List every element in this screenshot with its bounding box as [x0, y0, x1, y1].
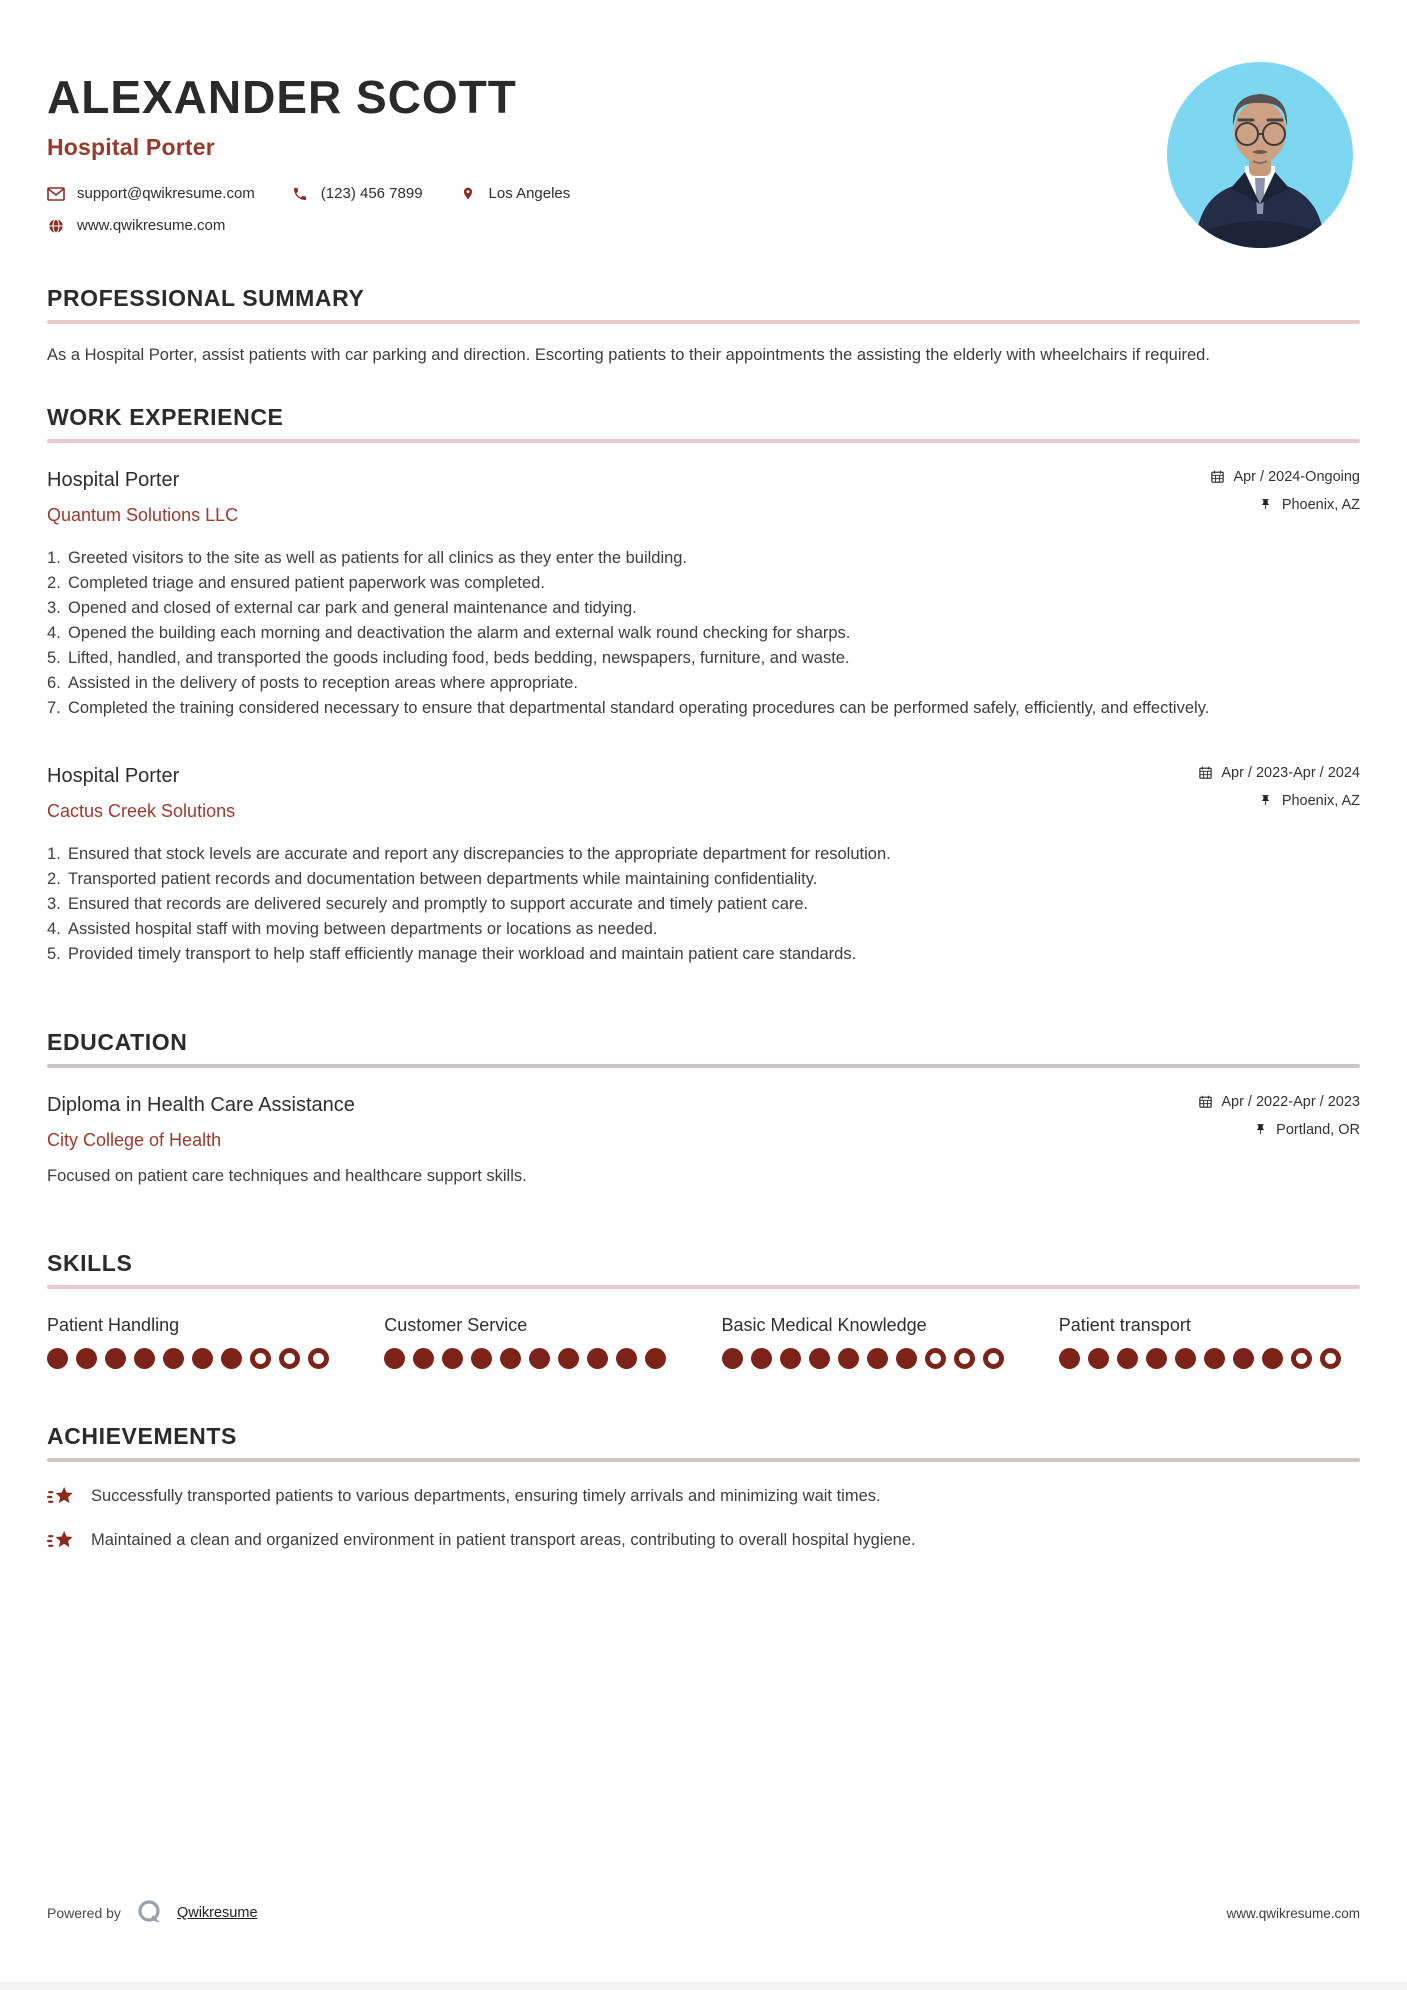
skill-item — [1059, 1315, 1360, 1369]
skill-dot-empty — [279, 1348, 300, 1369]
website-contact[interactable] — [47, 217, 225, 235]
avatar-illustration — [1167, 62, 1353, 248]
skill-dot-filled — [1233, 1348, 1254, 1369]
skill-item — [384, 1315, 685, 1369]
education-description: Focused on patient care techniques and healthcare support skills. — [47, 1166, 527, 1185]
avatar — [1167, 62, 1353, 248]
job-location-row — [1197, 793, 1360, 809]
skill-dot-filled — [587, 1348, 608, 1369]
footer-branding — [47, 1898, 258, 1928]
skill-rating-dots — [1059, 1348, 1360, 1369]
duty-item: Assisted hospital staff with moving between departments or locations as needed. — [68, 919, 658, 938]
skill-dot-filled — [384, 1348, 405, 1369]
website-text: www.qwikresume.com — [77, 217, 226, 235]
duty-item: Provided timely transport to help staff efficiently manage their workload and maintain patient care standards. — [68, 944, 857, 963]
skill-dot-filled — [780, 1348, 801, 1369]
skill-dot-filled — [134, 1348, 155, 1369]
skill-dot-filled — [442, 1348, 463, 1369]
education-meta — [1197, 1094, 1360, 1138]
powered-by-label: Powered by — [47, 1905, 121, 1921]
skills-grid — [47, 1315, 1360, 1369]
duty-item: Ensured that records are delivered securely and promptly to support accurate and timely patient care. — [68, 894, 809, 913]
phone-text: (123) 456 7899 — [320, 185, 423, 203]
skill-dot-filled — [558, 1348, 579, 1369]
achievement-item — [47, 1528, 1360, 1554]
skill-dot-filled — [751, 1348, 772, 1369]
job-dates: Apr / 2023-Apr / 2024 — [1221, 764, 1360, 781]
person-name: ALEXANDER SCOTT — [47, 71, 517, 123]
calendar-icon — [1209, 469, 1225, 485]
job-dates-row — [1197, 765, 1360, 781]
qwikresume-link[interactable]: Qwikresume — [176, 1905, 258, 1921]
skill-dot-empty — [954, 1348, 975, 1369]
pushpin-icon — [1258, 497, 1274, 513]
skill-item — [722, 1315, 1023, 1369]
skill-rating-dots — [47, 1348, 348, 1369]
duty-item: Greeted visitors to the site as well as patients for all clinics as they enter the building. — [68, 548, 688, 567]
divider — [47, 1458, 1360, 1462]
person-job-title: Hospital Porter — [47, 133, 215, 160]
job-company: Quantum Solutions LLC — [47, 504, 239, 525]
page-bottom-strip — [0, 1982, 1407, 1990]
section-education — [47, 1029, 1360, 1186]
skill-item — [47, 1315, 348, 1369]
skill-name: Basic Medical Knowledge — [721, 1314, 927, 1335]
education-dates: Apr / 2022-Apr / 2023 — [1221, 1093, 1360, 1110]
skill-dot-filled — [867, 1348, 888, 1369]
duty-item: Transported patient records and documentation between departments while maintaining confidentiality. — [68, 869, 818, 888]
location-contact — [459, 185, 571, 203]
skill-dot-filled — [1175, 1348, 1196, 1369]
globe-icon — [47, 217, 65, 235]
duty-item: Completed triage and ensured patient paperwork was completed. — [68, 573, 545, 592]
shooting-star-icon — [47, 1484, 77, 1510]
job-title: Hospital Porter — [47, 764, 180, 787]
skill-dot-filled — [47, 1348, 68, 1369]
duty-item: Assisted in the delivery of posts to reception areas where appropriate. — [68, 673, 578, 692]
school-name: City College of Health — [47, 1129, 222, 1150]
divider — [47, 439, 1360, 443]
email-text: support@qwikresume.com — [77, 185, 255, 203]
education-location-row — [1197, 1122, 1360, 1138]
degree-title: Diploma in Health Care Assistance — [47, 1093, 355, 1116]
skill-dot-filled — [1204, 1348, 1225, 1369]
skill-rating-dots — [722, 1348, 1023, 1369]
skill-dot-filled — [76, 1348, 97, 1369]
skill-dot-filled — [722, 1348, 743, 1369]
skill-name: Customer Service — [384, 1314, 528, 1335]
education-location: Portland, OR — [1276, 1121, 1360, 1138]
section-professional-summary — [47, 285, 1360, 368]
duty-item: Ensured that stock levels are accurate and report any discrepancies to the appropriate department for resolution. — [68, 844, 891, 863]
contact-row — [47, 185, 1360, 203]
shooting-star-icon — [47, 1528, 77, 1554]
skill-dot-filled — [1059, 1348, 1080, 1369]
achievement-item — [47, 1484, 1360, 1510]
job-dates: Apr / 2024-Ongoing — [1233, 468, 1360, 485]
calendar-icon — [1197, 765, 1213, 781]
skill-dot-filled — [645, 1348, 666, 1369]
skill-dot-filled — [1117, 1348, 1138, 1369]
skill-name: Patient transport — [1058, 1314, 1191, 1335]
skill-dot-filled — [1262, 1348, 1283, 1369]
email-contact[interactable] — [47, 185, 255, 203]
duty-item: Opened and closed of external car park and general maintenance and tidying. — [68, 598, 637, 617]
skill-dot-empty — [925, 1348, 946, 1369]
section-heading-skills: SKILLS — [47, 1249, 133, 1276]
education-left — [47, 1094, 355, 1151]
job-entry — [47, 765, 1360, 967]
skill-dot-filled — [838, 1348, 859, 1369]
skill-dot-empty — [1320, 1348, 1341, 1369]
section-heading-summary: PROFESSIONAL SUMMARY — [47, 284, 365, 311]
education-header — [47, 1094, 1360, 1151]
skill-name: Patient Handling — [47, 1314, 180, 1335]
education-entry — [47, 1094, 1360, 1186]
skill-dot-filled — [1088, 1348, 1109, 1369]
skill-dot-empty — [983, 1348, 1004, 1369]
email-icon — [47, 185, 65, 203]
divider — [47, 1064, 1360, 1068]
education-dates-row — [1197, 1094, 1360, 1110]
skill-dot-filled — [221, 1348, 242, 1369]
skill-dot-empty — [308, 1348, 329, 1369]
job-header — [47, 469, 1360, 526]
skill-dot-filled — [471, 1348, 492, 1369]
skill-dot-filled — [896, 1348, 917, 1369]
section-heading-education: EDUCATION — [47, 1028, 188, 1055]
achievement-text: Maintained a clean and organized environment in patient transport areas, contributing to overall hospital hygiene. — [91, 1531, 916, 1550]
website-row — [47, 217, 1360, 235]
footer-website-link[interactable]: www.qwikresume.com — [1226, 1905, 1360, 1921]
skill-dot-filled — [413, 1348, 434, 1369]
job-location-row — [1209, 497, 1360, 513]
job-left — [47, 469, 238, 526]
job-location: Phoenix, AZ — [1281, 496, 1360, 513]
section-heading-achievements: ACHIEVEMENTS — [47, 1422, 237, 1449]
calendar-icon — [1197, 1094, 1213, 1110]
skill-dot-filled — [163, 1348, 184, 1369]
skill-dot-filled — [809, 1348, 830, 1369]
job-title: Hospital Porter — [47, 468, 180, 491]
job-dates-row — [1209, 469, 1360, 485]
job-entry — [47, 469, 1360, 721]
job-company: Cactus Creek Solutions — [47, 800, 236, 821]
skill-dot-filled — [529, 1348, 550, 1369]
job-location: Phoenix, AZ — [1281, 792, 1360, 809]
achievement-list — [47, 1484, 1360, 1554]
job-meta — [1197, 765, 1360, 809]
section-work-experience — [47, 404, 1360, 967]
skill-dot-filled — [500, 1348, 521, 1369]
job-meta — [1209, 469, 1360, 513]
skill-dot-empty — [1291, 1348, 1312, 1369]
duty-list — [47, 546, 1360, 721]
duty-item: Completed the training considered necessary to ensure that departmental standard operating procedures can be performed safely, efficiently, and effectively. — [68, 698, 1210, 717]
phone-icon — [291, 185, 309, 203]
header — [47, 72, 1360, 235]
divider — [47, 320, 1360, 324]
footer — [47, 1898, 1360, 1928]
divider — [47, 1285, 1360, 1289]
duty-item: Opened the building each morning and deactivation the alarm and external walk round checking for sharps. — [68, 623, 851, 642]
location-pin-icon — [459, 185, 477, 203]
skill-dot-filled — [616, 1348, 637, 1369]
skill-dot-empty — [250, 1348, 271, 1369]
skill-dot-filled — [105, 1348, 126, 1369]
skill-rating-dots — [384, 1348, 685, 1369]
section-heading-work: WORK EXPERIENCE — [47, 403, 284, 430]
pushpin-icon — [1258, 793, 1274, 809]
phone-contact[interactable] — [291, 185, 423, 203]
section-achievements — [47, 1423, 1360, 1554]
duty-list — [47, 842, 1360, 967]
summary-text: As a Hospital Porter, assist patients with car parking and direction. Escorting patients to their appointments the assisting the elderly with wheelchairs if required. — [47, 345, 1210, 364]
skill-dot-filled — [192, 1348, 213, 1369]
location-text: Los Angeles — [488, 185, 571, 203]
skill-dot-filled — [1146, 1348, 1167, 1369]
job-header — [47, 765, 1360, 822]
achievement-text: Successfully transported patients to various departments, ensuring timely arrivals and minimizing wait times. — [91, 1487, 881, 1506]
pushpin-icon — [1252, 1122, 1268, 1138]
duty-item: Lifted, handled, and transported the goods including food, beds bedding, newspapers, furniture, and waste. — [68, 648, 850, 667]
job-left — [47, 765, 235, 822]
section-skills — [47, 1250, 1360, 1369]
qwikresume-logo-icon — [135, 1898, 165, 1928]
